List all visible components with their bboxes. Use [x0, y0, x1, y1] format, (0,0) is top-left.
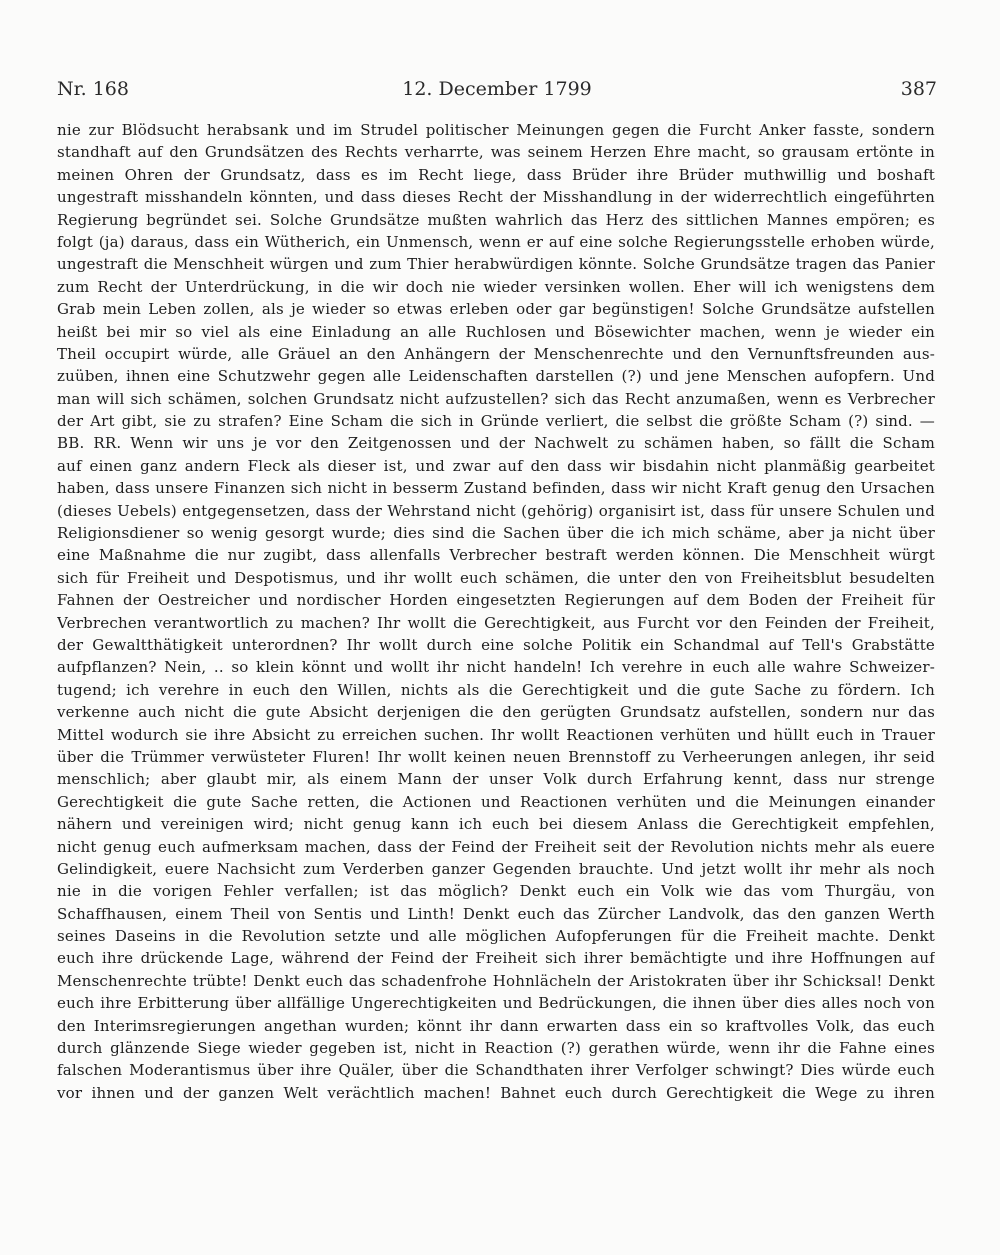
text-line: aufpflanzen? Nein, .. so klein könnt und wollt ihr nicht handeln! Ich verehre in euch alle wahre Schweizer-: [57, 658, 935, 677]
text-line: Mittel wodurch sie ihre Absicht zu erreichen suchen. Ihr wollt Reactionen verhüten und hüllt euch in Trauer: [57, 725, 935, 744]
text-line: Schaffhausen, einem Theil von Sentis und Linth! Denkt euch das Zürcher Landvolk, das den ganzen Werth: [57, 904, 935, 923]
text-line: Grab mein Leben zollen, als je wieder so etwas erleben oder gar begünstigen! Solche Grundsätze aufstellen: [57, 300, 935, 319]
text-line: meinen Ohren der Grundsatz, dass es im Recht liege, dass Brüder ihre Brüder muthwillig und boshaft: [57, 165, 935, 184]
text-line: heißt bei mir so viel als eine Einladung an alle Ruchlosen und Bösewichter machen, wenn je wieder ein: [57, 322, 935, 341]
text-line: über die Trümmer verwüsteter Fluren! Ihr wollt keinen neuen Brennstoff zu Verheerungen anlegen, ihr seid: [57, 747, 935, 766]
document-number: Nr. 168: [57, 78, 129, 100]
text-line: haben, dass unsere Finanzen sich nicht in besserm Zustand befinden, dass wir nicht Kraft genug den Ursachen: [57, 479, 935, 498]
page-header: [57, 78, 937, 104]
text-line: standhaft auf den Grundsätzen des Rechts verharrte, was seinem Herzen Ehre macht, so grausam ertönte in: [57, 143, 935, 162]
text-line: man will sich schämen, solchen Grundsatz nicht aufzustellen? sich das Recht anzumaßen, wenn es Verbrecher: [57, 389, 935, 408]
document-date: 12. December 1799: [402, 78, 592, 100]
text-line: sich für Freiheit und Despotismus, und ihr wollt euch schämen, die unter den von Freiheitsblut besudelten: [57, 568, 935, 587]
text-line: Menschenrechte trübte! Denkt euch das schadenfrohe Hohnlächeln der Aristokraten über ihr Schicksal! Denkt: [57, 971, 935, 990]
text-line: der Art gibt, sie zu strafen? Eine Scham die sich in Gründe verliert, die selbst die größte Scham (?) sind. —: [57, 412, 935, 431]
text-line: verkenne auch nicht die gute Absicht derjenigen die den gerügten Grundsatz aufstellen, sondern nur das: [57, 703, 935, 722]
text-line: ungestraft misshandeln könnten, und dass dieses Recht der Misshandlung in der widerrechtlich eingeführten: [57, 188, 935, 207]
text-line: Regierung begründet sei. Solche Grundsätze mußten wahrlich das Herz des sittlichen Mannes empören; es: [57, 210, 935, 229]
text-line: durch glänzende Siege wieder gegeben ist, nicht in Reaction (?) gerathen würde, wenn ihr die Fahne eines: [57, 1039, 935, 1058]
text-line: euch ihre Erbitterung über allfällige Ungerechtigkeiten und Bedrückungen, die ihnen über dies alles noch von: [57, 994, 935, 1013]
text-line: der Gewaltthätigkeit unterordnen? Ihr wollt durch eine solche Politik ein Schandmal auf Tell's Grabstätte: [57, 635, 935, 654]
text-line: folgt (ja) daraus, dass ein Wütherich, ein Unmensch, wenn er auf eine solche Regierungsstelle erhoben würde,: [57, 232, 935, 251]
text-line: euch ihre drückende Lage, während der Feind der Freiheit sich ihrer bemächtigte und ihre Hoffnungen auf: [57, 949, 935, 968]
text-line: Religionsdiener so wenig gesorgt wurde; dies sind die Sachen über die ich mich schäme, aber ja nicht über: [57, 524, 935, 543]
text-line: falschen Moderantismus über ihre Quäler, über die Schandthaten ihrer Verfolger schwingt? Dies würde euch: [57, 1061, 935, 1080]
body-text: [57, 119, 935, 1104]
text-line: zuüben, ihnen eine Schutzwehr gegen alle Leidenschaften darstellen (?) und jene Menschen aufopfern. Und: [57, 367, 935, 386]
text-line: auf einen ganz andern Fleck als dieser ist, und zwar auf den dass wir bisdahin nicht planmäßig gearbeitet: [57, 456, 935, 475]
text-line: Verbrechen verantwortlich zu machen? Ihr wollt die Gerechtigkeit, aus Furcht vor den Feinden der Freiheit,: [57, 613, 935, 632]
text-line: zum Recht der Unterdrückung, in die wir doch nie wieder versinken wollen. Eher will ich wenigstens dem: [57, 277, 935, 296]
text-line: nie in die vorigen Fehler verfallen; ist das möglich? Denkt euch ein Volk wie das vom Thurgäu, von: [57, 882, 935, 901]
text-line: Gelindigkeit, euere Nachsicht zum Verderben ganzer Gegenden brauchte. Und jetzt wollt ihr mehr als noch: [57, 859, 935, 878]
text-line: seines Daseins in die Revolution setzte und alle möglichen Aufopferungen für die Freiheit machte. Denkt: [57, 927, 935, 946]
text-line: (dieses Uebels) entgegensetzen, dass der Wehrstand nicht (gehörig) organisirt ist, dass für unsere Schulen und: [57, 501, 935, 520]
text-line: Gerechtigkeit die gute Sache retten, die Actionen und Reactionen verhüten und die Meinungen einander: [57, 792, 935, 811]
text-line: BB. RR. Wenn wir uns je vor den Zeitgenossen und der Nachwelt zu schämen haben, so fällt die Scham: [57, 434, 935, 453]
text-line: vor ihnen und der ganzen Welt verächtlich machen! Bahnet euch durch Gerechtigkeit die Wege zu ihren: [57, 1083, 935, 1102]
text-line: Theil occupirt würde, alle Gräuel an den Anhängern der Menschenrechte und den Vernunftsfreunden aus-: [57, 344, 935, 363]
page-number: 387: [900, 78, 937, 100]
text-line: den Interimsregierungen angethan wurden; könnt ihr dann erwarten dass ein so kraftvolles Volk, das euch: [57, 1016, 935, 1035]
text-line: menschlich; aber glaubt mir, als einem Mann der unser Volk durch Erfahrung kennt, dass nur strenge: [57, 770, 935, 789]
text-line: ungestraft die Menschheit würgen und zum Thier herabwürdigen könnte. Solche Grundsätze tragen das Panier: [57, 255, 935, 274]
text-line: Fahnen der Oestreicher und nordischer Horden eingesetzten Regierungen auf dem Boden der Freiheit für: [57, 591, 935, 610]
text-line: nicht genug euch aufmerksam machen, dass der Feind der Freiheit seit der Revolution nichts mehr als euere: [57, 837, 935, 856]
text-line: nähern und vereinigen wird; nicht genug kann ich euch bei diesem Anlass die Gerechtigkeit empfehlen,: [57, 815, 935, 834]
text-line: nie zur Blödsucht herabsank und im Strudel politischer Meinungen gegen die Furcht Anker fasste, sondern: [57, 121, 935, 139]
text-line: tugend; ich verehre in euch den Willen, nichts als die Gerechtigkeit und die gute Sache zu fördern. Ich: [57, 680, 935, 699]
text-line: eine Maßnahme die nur zugibt, dass allenfalls Verbrecher bestraft werden können. Die Menschheit würgt: [57, 546, 935, 565]
